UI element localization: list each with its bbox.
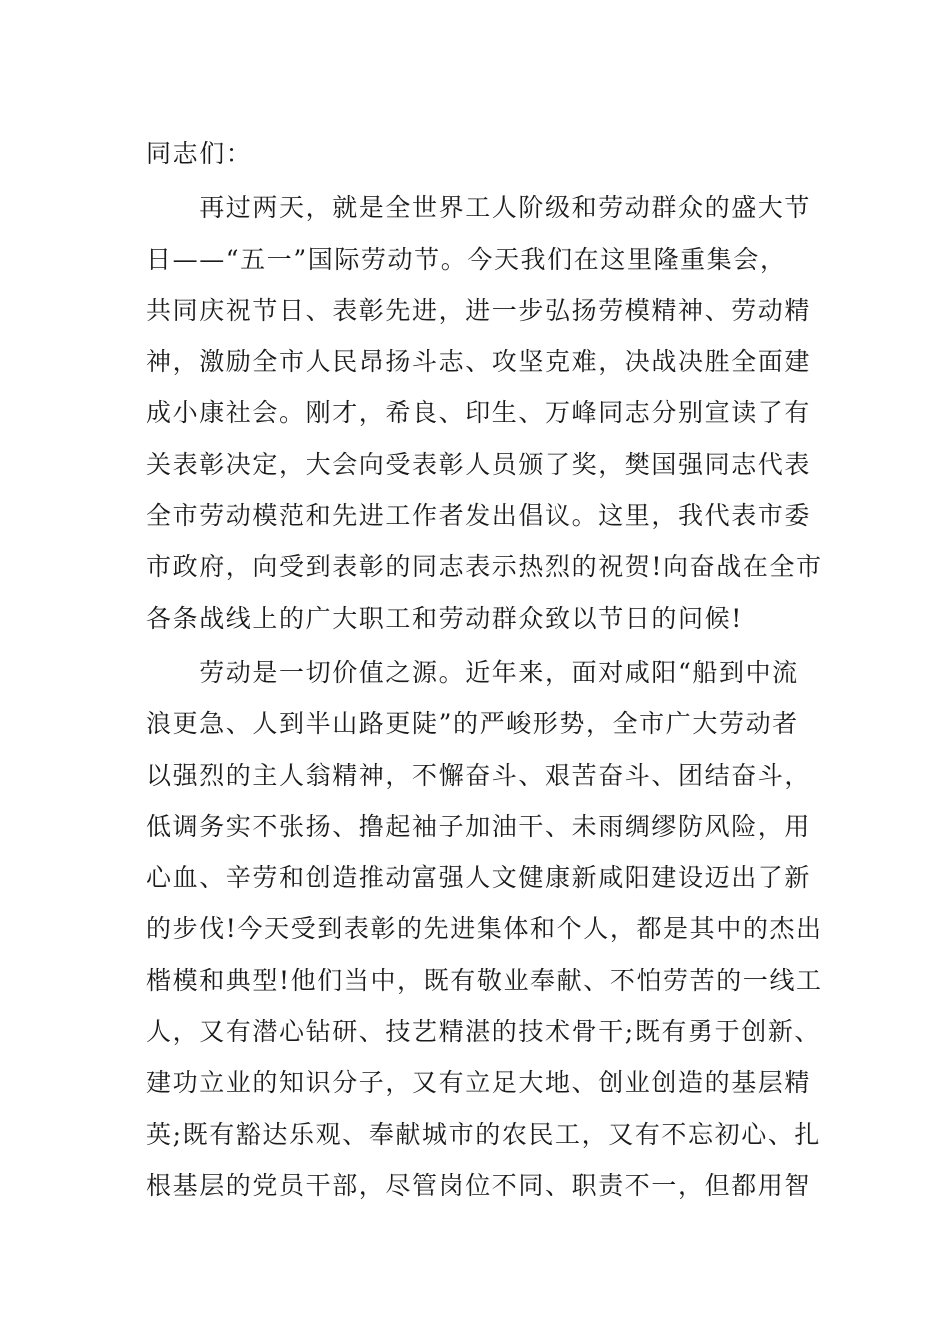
paragraph-1-line-6: 关表彰决定，大会向受表彰人员颁了奖，樊国强同志代表 <box>146 449 812 479</box>
paragraph-2-line-6: 的步伐!今天受到表彰的先进集体和个人，都是其中的杰出 <box>146 914 823 944</box>
paragraph-2-line-5: 心血、辛劳和创造推动富强人文健康新咸阳建设迈出了新 <box>146 863 812 893</box>
speech-text <box>146 128 823 1211</box>
paragraph-1-line-4: 神，激励全市人民昂扬斗志、攻坚克难，决战决胜全面建 <box>146 347 812 377</box>
salutation-line: 同志们： <box>146 139 253 168</box>
paragraph-1-line-9: 各条战线上的广大职工和劳动群众致以节日的问候! <box>146 603 743 633</box>
paragraph-2-line-11: 根基层的党员干部，尽管岗位不同、职责不一，但都用智 <box>146 1170 812 1200</box>
paragraph-2-line-2: 浪更急、人到半山路更陡”的严峻形势，全市广大劳动者 <box>146 709 799 739</box>
paragraph-1-line-3: 共同庆祝节日、表彰先进，进一步弘扬劳模精神、劳动精 <box>146 295 812 325</box>
paragraph-1-line-7: 全市劳动模范和先进工作者发出倡议。这里，我代表市委 <box>146 501 812 531</box>
paragraph-1-line-2: 日——“五一”国际劳动节。今天我们在这里隆重集会， <box>146 244 787 274</box>
paragraph-2-line-7: 楷模和典型!他们当中，既有敬业奉献、不怕劳苦的一线工 <box>146 965 823 995</box>
paragraph-2-line-1: 劳动是一切价值之源。近年来，面对咸阳“船到中流 <box>146 657 799 687</box>
paragraph-2-line-3: 以强烈的主人翁精神，不懈奋斗、艰苦奋斗、团结奋斗， <box>146 760 812 790</box>
paragraph-2-line-10: 英;既有豁达乐观、奉献城市的农民工，又有不忘初心、扎 <box>146 1119 822 1149</box>
paragraph-1-line-1: 再过两天，就是全世界工人阶级和劳动群众的盛大节 <box>146 193 812 223</box>
paragraph-2-line-4: 低调务实不张扬、撸起袖子加油干、未雨绸缪防风险，用 <box>146 811 812 841</box>
paragraph-1-line-8: 市政府，向受到表彰的同志表示热烈的祝贺!向奋战在全市 <box>146 552 823 582</box>
paragraph-2-line-8: 人，又有潜心钻研、技艺精湛的技术骨干;既有勇于创新、 <box>146 1017 822 1047</box>
paragraph-1-line-5: 成小康社会。刚才，希良、印生、万峰同志分别宣读了有 <box>146 398 812 428</box>
paragraph-2-line-9: 建功立业的知识分子，又有立足大地、创业创造的基层精 <box>146 1068 812 1098</box>
